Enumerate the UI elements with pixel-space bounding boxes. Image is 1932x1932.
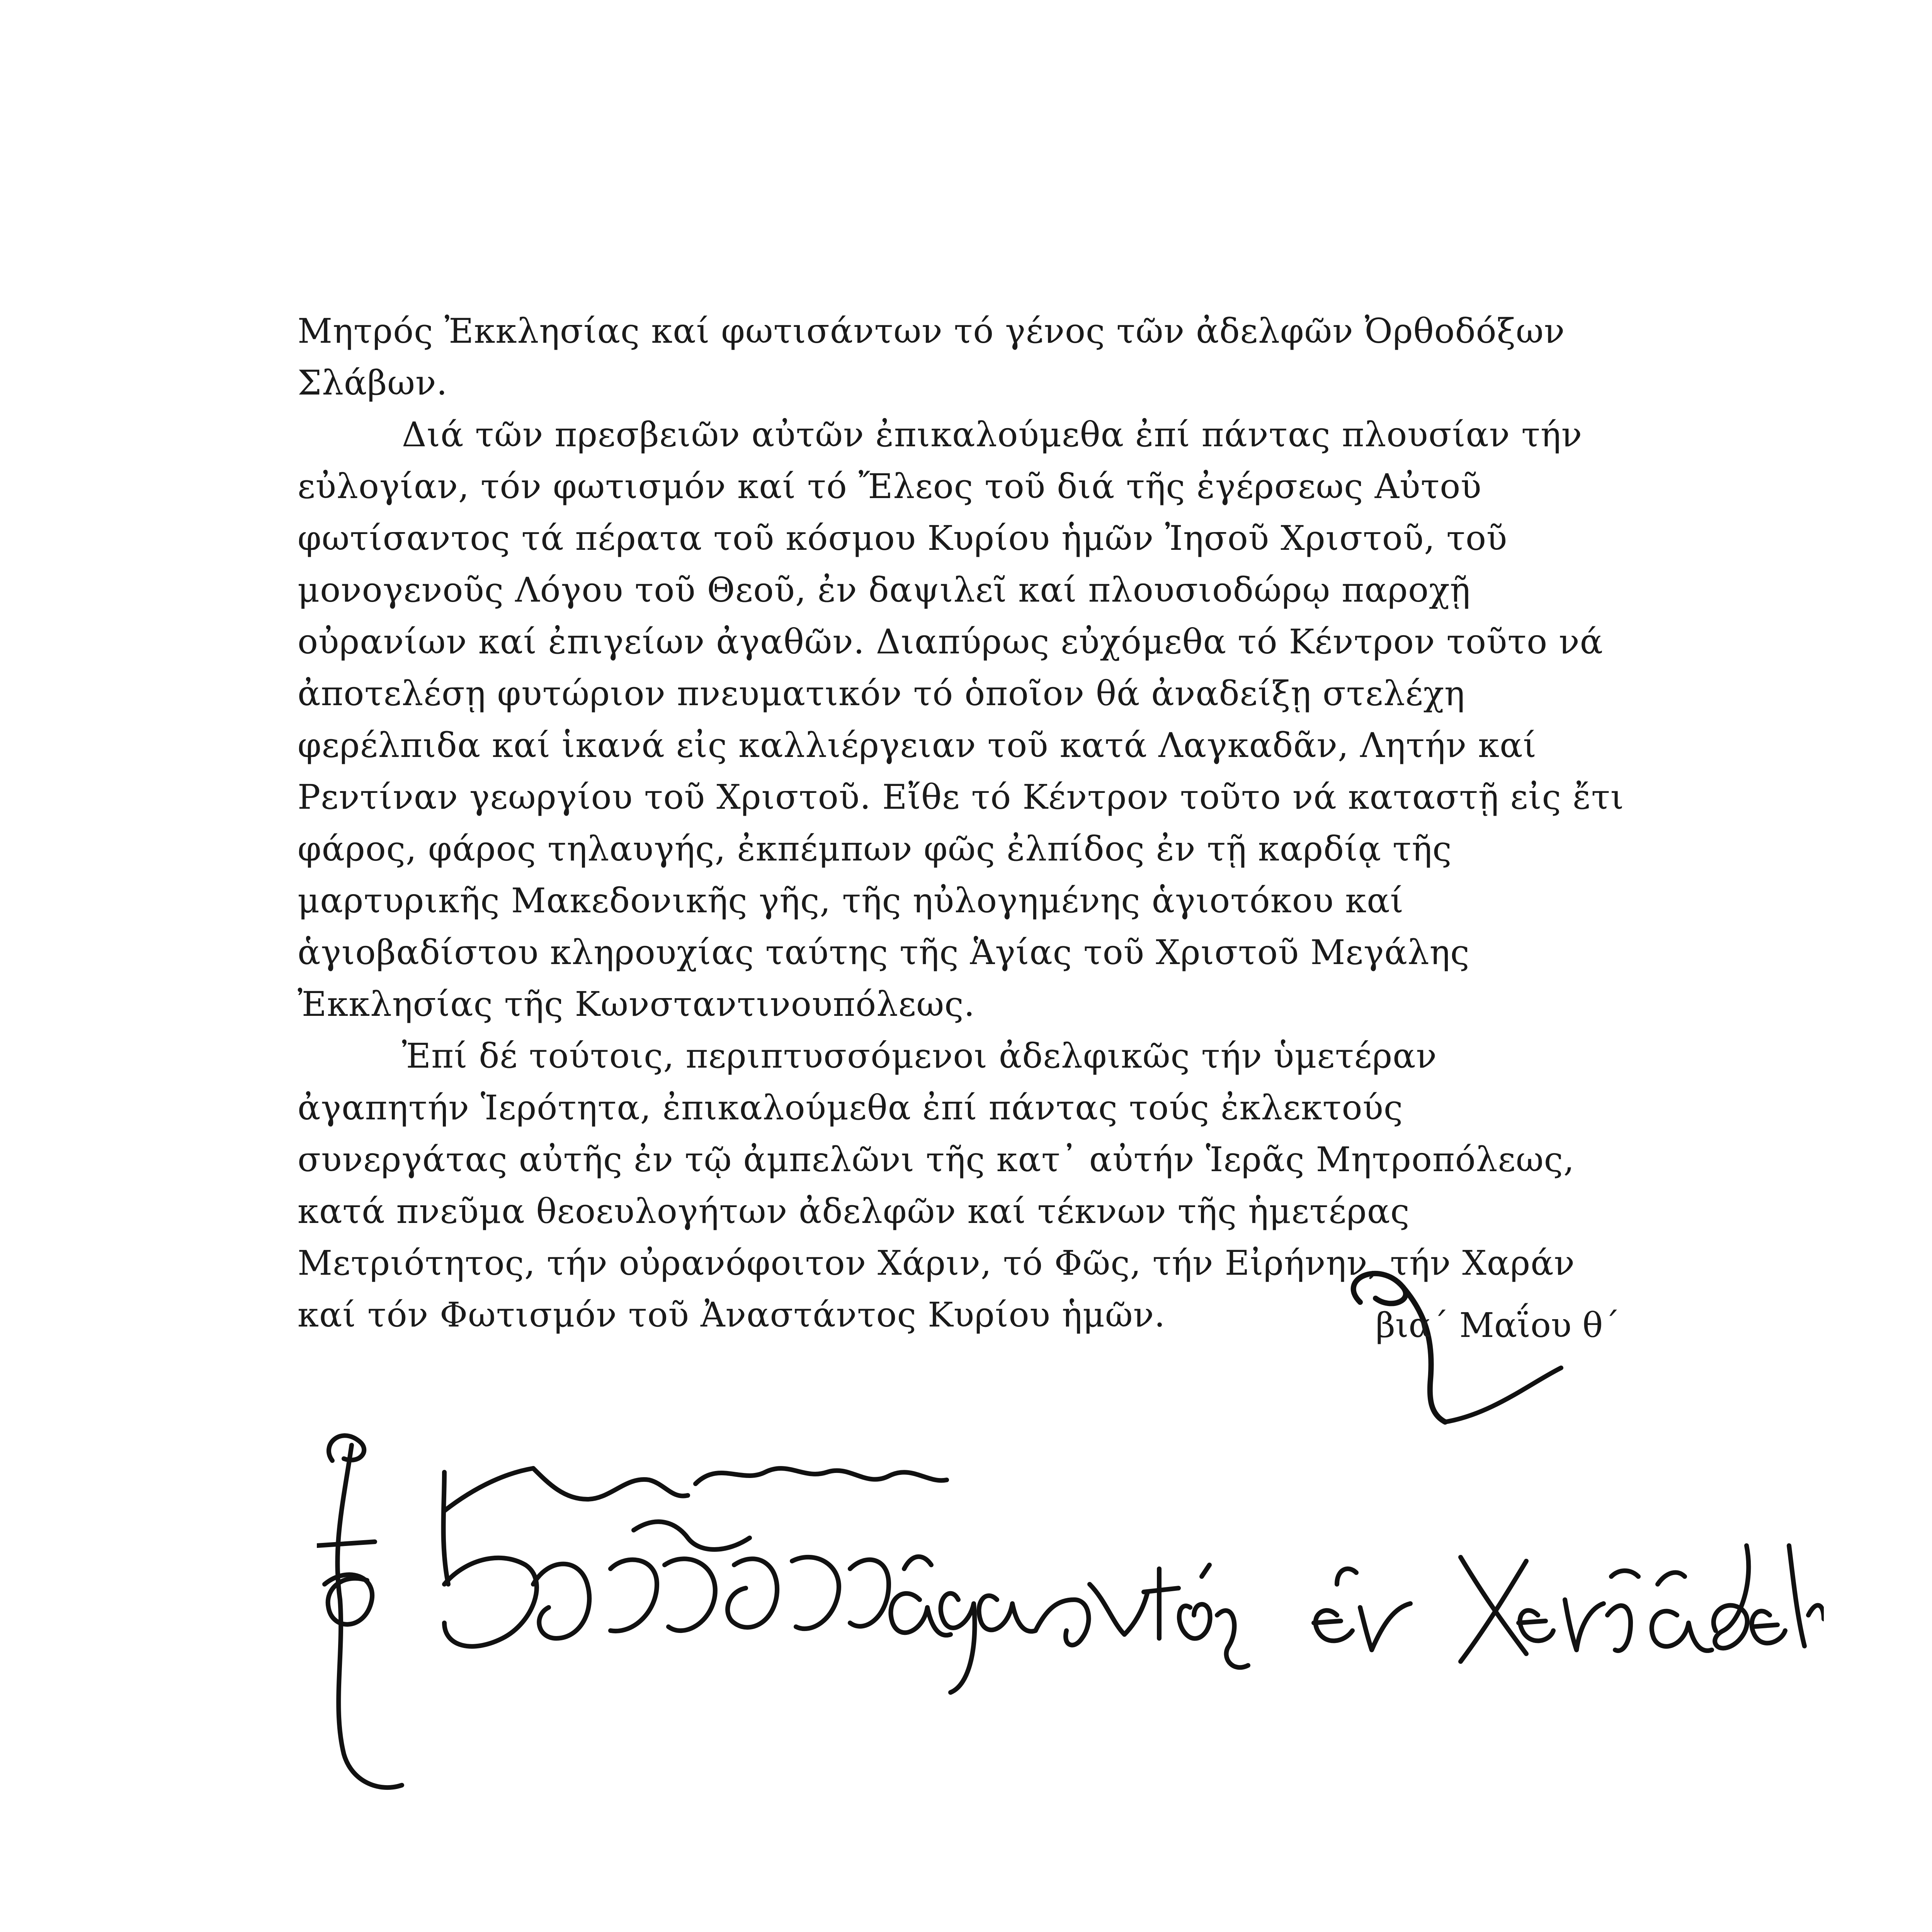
letter-body <box>298 305 1642 1341</box>
text-line: Μετριότητος, τήν οὐρανόφοιτον Χάριν, τό Φῶς, τήν Εἰρήνην, τήν Χαράν <box>298 1243 1575 1283</box>
text-line: οὐρανίων καί ἐπιγείων ἀγαθῶν. Διαπύρως εὐχόμεθα τό Κέντρον τοῦτο νά <box>298 622 1604 662</box>
text-line: Ἐπί δέ τούτοις, περιπτυσσόμενοι ἀδελφικῶς τήν ὑμετέραν <box>402 1036 1437 1076</box>
text-line: μονογενοῦς Λόγου τοῦ Θεοῦ, ἐν δαψιλεῖ καί πλουσιοδώρῳ παροχῇ <box>298 570 1471 610</box>
text-line: Ἐκκλησίας τῆς Κωνσταντινουπόλεως. <box>298 984 975 1024</box>
text-line: ἁγιοβαδίστου κληρουχίας ταύτης τῆς Ἁγίας τοῦ Χριστοῦ Μεγάλης <box>298 932 1470 972</box>
text-line: φωτίσαντος τά πέρατα τοῦ κόσμου Κυρίου ἡμῶν Ἰησοῦ Χριστοῦ, τοῦ <box>298 518 1508 558</box>
text-line: φερέλπιδα καί ἱκανά εἰς καλλιέργειαν τοῦ κατά Λαγκαδᾶν, Λητήν καί <box>298 725 1537 765</box>
letter-date: βια´ Μαΐου θ´ <box>1376 1305 1620 1345</box>
text-line: φάρος, φάρος τηλαυγής, ἐκπέμπων φῶς ἐλπίδος ἐν τῇ καρδίᾳ τῆς <box>298 829 1452 869</box>
paragraph-1 <box>298 305 1642 409</box>
text-line: συνεργάτας αὐτῆς ἐν τῷ ἀμπελῶνι τῆς κατ᾽ αὐτήν Ἱερᾶς Μητροπόλεως, <box>298 1139 1575 1179</box>
text-line: Ρεντίναν γεωργίου τοῦ Χριστοῦ. Εἴθε τό Κέντρον τοῦτο νά καταστῇ εἰς ἔτι <box>298 777 1624 817</box>
text-line: Διά τῶν πρεσβειῶν αὐτῶν ἐπικαλούμεθα ἐπί πάντας πλουσίαν τήν <box>402 415 1583 454</box>
text-line: μαρτυρικῆς Μακεδονικῆς γῆς, τῆς ηὐλογημένης ἁγιοτόκου καί <box>298 881 1404 920</box>
text-line: εὐλογίαν, τόν φωτισμόν καί τό Ἔλεος τοῦ διά τῆς ἐγέρσεως Αὐτοῦ <box>298 466 1482 506</box>
text-line: Σλάβων. <box>298 363 448 403</box>
text-line: Μητρός Ἐκκλησίας καί φωτισάντων τό γένος τῶν ἀδελφῶν Ὀρθοδόξων <box>298 311 1565 351</box>
paragraph-2 <box>298 409 1642 1030</box>
text-line: κατά πνεῦμα θεοευλογήτων ἀδελφῶν καί τέκνων τῆς ἡμετέρας <box>298 1191 1410 1231</box>
text-line: καί τόν Φωτισμόν τοῦ Ἀναστάντος Κυρίου ἡμῶν. <box>298 1295 1166 1335</box>
text-line: ἀγαπητήν Ἱερότητα, ἐπικαλούμεθα ἐπί πάντας τούς ἐκλεκτούς <box>298 1088 1403 1128</box>
text-line: ἀποτελέσῃ φυτώριον πνευματικόν τό ὁποῖον θά ἀναδείξῃ στελέχη <box>298 673 1465 713</box>
handwritten-signature <box>317 1383 1824 1816</box>
